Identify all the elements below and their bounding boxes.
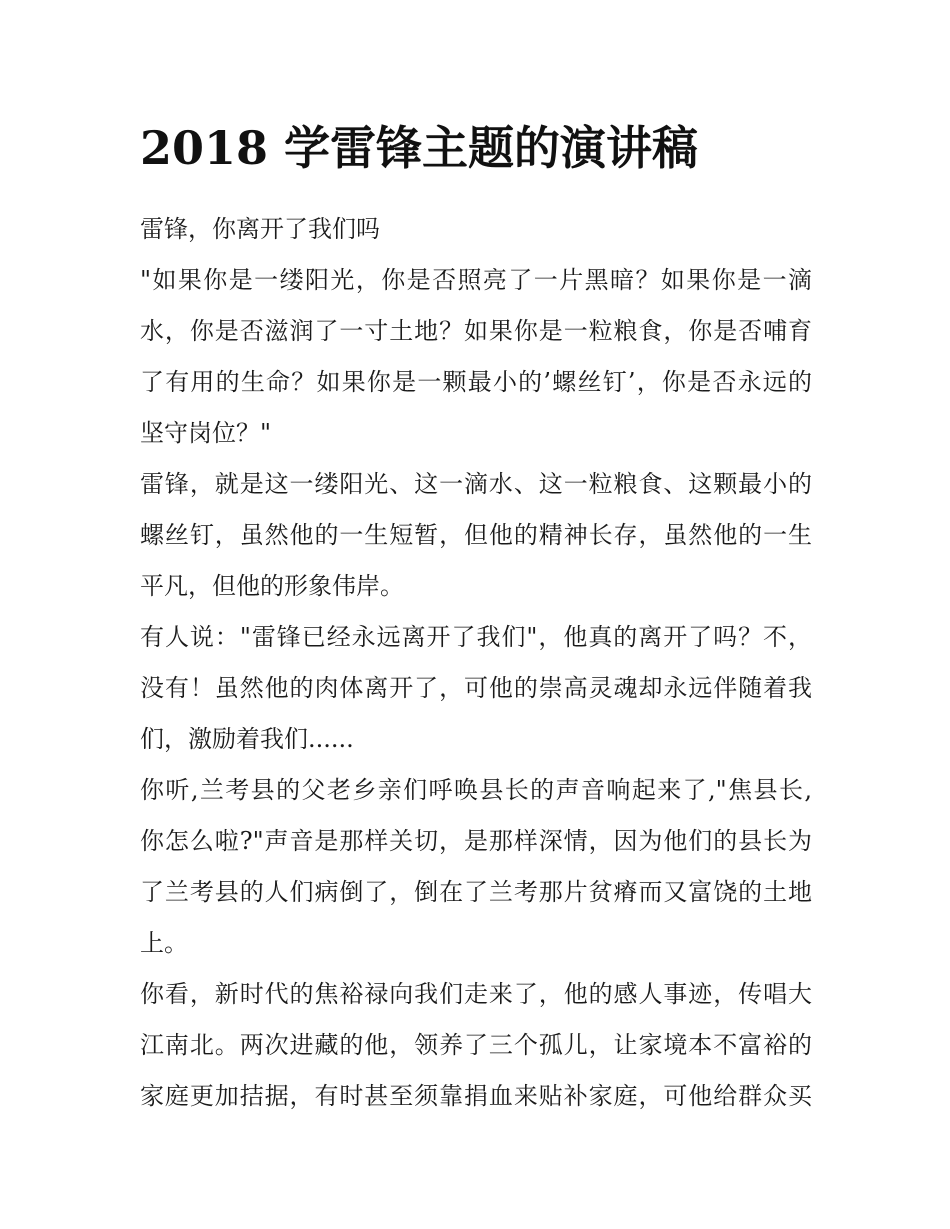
- text-line: 你怎么啦?"声音是那样关切，是那样深情，因为他们的县长为: [140, 827, 812, 855]
- text-line: "如果你是一缕阳光，你是否照亮了一片黑暗？如果你是一滴: [140, 266, 812, 294]
- text-line: 雷锋，你离开了我们吗: [140, 215, 380, 243]
- text-line: 你听,兰考县的父老乡亲们呼唤县长的声音响起来了,"焦县长,: [140, 776, 812, 804]
- text-line: 上。: [140, 929, 188, 957]
- text-line: 了有用的生命？如果你是一颗最小的’螺丝钉’，你是否永远的: [140, 368, 812, 396]
- text-line: 没有！虽然他的肉体离开了，可他的崇高灵魂却永远伴随着我: [140, 674, 812, 702]
- text-line: 雷锋，就是这一缕阳光、这一滴水、这一粒粮食、这颗最小的: [140, 470, 812, 498]
- text-line: 了兰考县的人们病倒了，倒在了兰考那片贫瘠而又富饶的土地: [140, 878, 812, 906]
- text-line: 家庭更加拮据，有时甚至须靠捐血来贴补家庭，可他给群众买: [140, 1082, 812, 1110]
- text-line: 有人说："雷锋已经永远离开了我们"，他真的离开了吗？不，: [140, 623, 812, 651]
- text-line: 水，你是否滋润了一寸土地？如果你是一粒粮食，你是否哺育: [140, 317, 812, 345]
- text-line: 你看，新时代的焦裕禄向我们走来了，他的感人事迹，传唱大: [140, 980, 812, 1008]
- document-body: [140, 204, 812, 1122]
- text-line: 螺丝钉，虽然他的一生短暂，但他的精神长存，虽然他的一生: [140, 521, 812, 549]
- text-line: 江南北。两次进藏的他，领养了三个孤儿，让家境本不富裕的: [140, 1031, 812, 1059]
- text-line: 坚守岗位？": [140, 419, 272, 447]
- text-line: 平凡，但他的形象伟岸。: [140, 572, 404, 600]
- text-line: 们，激励着我们......: [140, 725, 354, 753]
- page-title: 2018 学雷锋主题的演讲稿: [140, 121, 699, 175]
